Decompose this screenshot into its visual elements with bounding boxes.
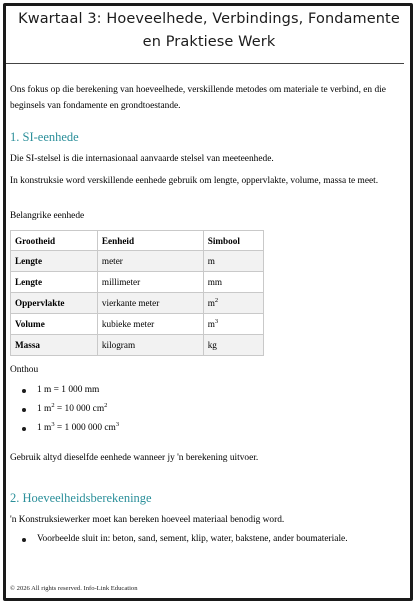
table-header-cell: Grootheid xyxy=(11,231,98,251)
symbol-base: m xyxy=(207,298,215,308)
section-1-paragraph-1: Die SI-stelsel is die internasionaal aanvaarde stelsel van meeteenhede. xyxy=(10,154,274,164)
list-item-text: = 1 000 000 cm xyxy=(54,423,116,433)
symbol-exponent: 2 xyxy=(214,296,219,304)
table-row xyxy=(11,314,264,335)
units-table xyxy=(10,230,264,356)
table-cell: millimeter xyxy=(97,272,203,293)
table-cell xyxy=(203,293,263,314)
table-header-row xyxy=(11,231,264,251)
table-cell: kubieke meter xyxy=(97,314,203,335)
symbol-base: m xyxy=(207,319,215,329)
exponent: 3 xyxy=(51,420,55,428)
table-caption: Belangrike eenhede xyxy=(10,211,85,221)
list-item: Voorbeelde sluit in: beton, sand, sement, klip, water, bakstene, ander boumateriale. xyxy=(22,530,402,549)
section-2-heading: 2. Hoeveelheidsberekeninge xyxy=(10,491,152,505)
list-item-text: 1 m xyxy=(37,423,52,433)
section-2-paragraph-1: 'n Konstruksiewerker moet kan bereken hoeveel materiaal benodig word. xyxy=(10,515,285,525)
table-cell: meter xyxy=(97,251,203,272)
table-cell xyxy=(203,314,263,335)
symbol-exponent: 3 xyxy=(214,317,219,325)
exponent: 3 xyxy=(115,420,120,428)
exponent: 2 xyxy=(51,401,55,409)
page-title: Kwartaal 3: Hoeveelhede, Verbindings, Fondamente en Praktiese Werk xyxy=(18,11,400,50)
remember-label: Onthou xyxy=(10,365,39,375)
table-cell: Lengte xyxy=(11,272,98,293)
section-1-paragraph-2: In konstruksie word verskillende eenhede gebruik om lengte, oppervlakte, volume, massa te meet. xyxy=(10,176,379,186)
table-cell: Oppervlakte xyxy=(11,293,98,314)
intro-paragraph: Ons fokus op die berekening van hoeveelhede, verskillende metodes om materiale te verbind, en die beginsels van fondamente en grondtoestande. xyxy=(10,85,386,111)
list-item-text: = 10 000 cm xyxy=(54,404,105,414)
table-cell: vierkante meter xyxy=(97,293,203,314)
exponent: 2 xyxy=(104,401,108,409)
table-header-cell: Simbool xyxy=(203,231,263,251)
table-row xyxy=(11,335,264,356)
table-cell: mm xyxy=(203,272,263,293)
table-cell: kg xyxy=(203,335,263,356)
table-cell: Volume xyxy=(11,314,98,335)
table-cell: Lengte xyxy=(11,251,98,272)
list-item xyxy=(22,381,119,400)
table-cell: kilogram xyxy=(97,335,203,356)
list-item-text: 1 m = 1 000 mm xyxy=(37,385,100,395)
table-row xyxy=(11,272,264,293)
table-cell: Massa xyxy=(11,335,98,356)
table-row xyxy=(11,293,264,314)
list-item xyxy=(22,400,119,419)
remember-list xyxy=(22,381,119,438)
table-header-cell: Eenheid xyxy=(97,231,203,251)
document-header xyxy=(10,8,408,54)
list-item xyxy=(22,419,119,438)
title-divider xyxy=(6,63,404,64)
list-item-text: 1 m xyxy=(37,404,52,414)
table-cell: m xyxy=(203,251,263,272)
section-1-heading: 1. SI-eenhede xyxy=(10,130,79,144)
examples-list xyxy=(22,530,402,549)
section-1-paragraph-3: Gebruik altyd dieselfde eenhede wanneer jy 'n berekening uitvoer. xyxy=(10,453,259,463)
copyright-footer: © 2026 All rights reserved. Info-Link Education xyxy=(10,585,138,592)
table-row xyxy=(11,251,264,272)
